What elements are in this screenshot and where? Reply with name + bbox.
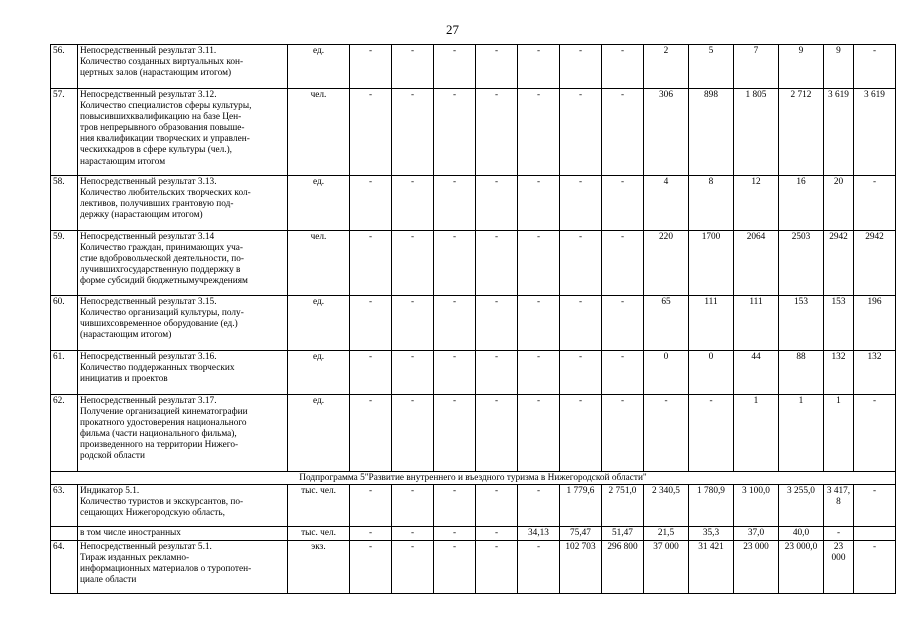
description-line: (нарастающим итогом) (80, 330, 172, 341)
value-cell: 132 (854, 351, 896, 395)
value-cell: - (434, 527, 476, 541)
value-cell: 16 (779, 176, 824, 231)
value-cell: - (434, 89, 476, 176)
row-number (51, 527, 78, 541)
description-line: нарастающим итогом (80, 156, 166, 167)
value-cell: 4 (644, 176, 689, 231)
description-line: Количество граждан, принимающих уча- (80, 243, 243, 254)
value-cell: 37,0 (734, 527, 779, 541)
description-line: Получение организацией кинематографии (80, 407, 248, 418)
description-line: стие вдобровольческой деятельности, по- (80, 254, 244, 265)
value-cell: - (602, 395, 644, 472)
value-cell: - (350, 541, 392, 594)
value-cell: - (560, 395, 602, 472)
description-line: фильма (части национального фильма), (80, 429, 237, 440)
value-cell: 2 712 (779, 89, 824, 176)
description-line: Тираж изданных рекламно- (80, 553, 190, 564)
value-cell: - (518, 541, 560, 594)
description-line: держку (нарастающим итогом) (80, 210, 203, 221)
description-line: Непосредственный результат 3.15. (80, 297, 217, 307)
value-cell: - (518, 296, 560, 351)
description-line: лучившихгосударственную поддержку в (80, 265, 241, 276)
value-cell: 3 255,0 (779, 485, 824, 527)
indicator-description (78, 45, 288, 89)
indicator-description (78, 351, 288, 395)
value-cell: - (392, 527, 434, 541)
value-cell: 1 (734, 395, 779, 472)
value-cell: 2942 (854, 231, 896, 296)
description-line: Непосредственный результат 3.13. (80, 177, 217, 187)
value-cell: 111 (734, 296, 779, 351)
value-cell: - (434, 351, 476, 395)
value-cell: - (434, 231, 476, 296)
page-number: 27 (446, 22, 459, 37)
row-number: 63. (51, 485, 78, 527)
unit-cell: чел. (288, 89, 350, 176)
unit-cell: чел. (288, 231, 350, 296)
value-cell: 0 (689, 351, 734, 395)
value-cell: - (476, 89, 518, 176)
value-cell: - (518, 176, 560, 231)
value-cell: - (350, 527, 392, 541)
description-line: Непосредственный результат 3.17. (80, 396, 217, 406)
indicator-description (78, 485, 288, 527)
value-cell: - (854, 45, 896, 89)
indicator-description (78, 527, 288, 541)
table-row (51, 89, 896, 176)
value-cell: - (350, 231, 392, 296)
value-cell: - (602, 296, 644, 351)
value-line: 3 417, (826, 486, 851, 497)
value-cell: 75,47 (560, 527, 602, 541)
value-cell: - (434, 45, 476, 89)
indicator-description (78, 176, 288, 231)
table-row (51, 395, 896, 472)
row-number: 60. (51, 296, 78, 351)
value-cell: - (560, 296, 602, 351)
description-line: форме субсидий бюджетнымучреждениям (80, 276, 248, 287)
description-line: цертных залов (нарастающим итогом) (80, 68, 232, 79)
value-cell: 35,3 (689, 527, 734, 541)
value-cell: 44 (734, 351, 779, 395)
value-cell: - (434, 395, 476, 472)
value-cell: 196 (854, 296, 896, 351)
value-cell: - (644, 395, 689, 472)
value-cell: 9 (779, 45, 824, 89)
unit-cell: ед. (288, 296, 350, 351)
table-row (51, 296, 896, 351)
row-number: 56. (51, 45, 78, 89)
description-line: Количество туристов и экскурсантов, по- (80, 497, 244, 508)
description-line: циале области (80, 575, 137, 586)
value-cell: 23 000 (824, 541, 854, 594)
value-cell: - (350, 351, 392, 395)
description-line: Индикатор 5.1. (80, 486, 140, 497)
value-cell: - (476, 485, 518, 527)
value-cell: - (434, 296, 476, 351)
value-cell: 296 800 (602, 541, 644, 594)
description-line: лективов, получивших грантовую под- (80, 199, 234, 210)
indicator-description (78, 89, 288, 176)
value-cell: 2064 (734, 231, 779, 296)
row-number: 64. (51, 541, 78, 594)
value-cell: - (689, 395, 734, 472)
description-line: родской области (80, 451, 145, 462)
table-row (51, 45, 896, 89)
unit-cell: экз. (288, 541, 350, 594)
value-cell: 12 (734, 176, 779, 231)
value-cell: 34,13 (518, 527, 560, 541)
table-row (51, 231, 896, 296)
value-cell: - (518, 89, 560, 176)
value-cell: 21,5 (644, 527, 689, 541)
description-line: чившихсовременное оборудование (ед.) (80, 319, 238, 330)
row-number: 57. (51, 89, 78, 176)
value-cell: - (602, 351, 644, 395)
value-cell: 153 (824, 296, 854, 351)
value-cell: 153 (779, 296, 824, 351)
value-cell: 1 779,6 (560, 485, 602, 527)
table-row (51, 527, 896, 541)
value-cell: 65 (644, 296, 689, 351)
description-line: инициатив и проектов (80, 374, 168, 385)
value-cell: - (476, 541, 518, 594)
row-number: 59. (51, 231, 78, 296)
value-cell: - (392, 231, 434, 296)
unit-cell: ед. (288, 45, 350, 89)
value-cell: 306 (644, 89, 689, 176)
indicator-description (78, 395, 288, 472)
value-cell: 23 000 (734, 541, 779, 594)
description-line: в том числе иностранных (80, 528, 181, 539)
value-cell: 1 (779, 395, 824, 472)
value-cell: - (350, 485, 392, 527)
table-row (51, 351, 896, 395)
value-cell: 5 (689, 45, 734, 89)
value-cell: 1 805 (734, 89, 779, 176)
description-line: Количество специалистов сферы культуры, (80, 101, 252, 112)
description-line: Непосредственный результат 3.11. (80, 46, 217, 56)
description-line: сещающих Нижегородскую область, (80, 508, 225, 519)
value-cell: - (392, 176, 434, 231)
value-cell: 40,0 (779, 527, 824, 541)
value-cell: - (518, 351, 560, 395)
value-cell: 2 (644, 45, 689, 89)
value-cell: - (854, 176, 896, 231)
value-cell: - (560, 89, 602, 176)
value-cell: - (350, 176, 392, 231)
value-cell: 3 100,0 (734, 485, 779, 527)
value-cell: - (518, 485, 560, 527)
description-line: Непосредственный результат 3.16. (80, 352, 217, 362)
value-cell: 7 (734, 45, 779, 89)
description-line: Количество организаций культуры, полу- (80, 308, 244, 319)
description-line: Количество поддержанных творческих (80, 363, 235, 374)
value-cell: - (392, 45, 434, 89)
value-cell: 88 (779, 351, 824, 395)
value-cell: - (602, 231, 644, 296)
value-cell: 2 751,0 (602, 485, 644, 527)
subprogram-row (51, 472, 896, 485)
value-cell: - (392, 485, 434, 527)
value-cell: - (518, 231, 560, 296)
value-cell: 8 (689, 176, 734, 231)
value-cell: - (392, 395, 434, 472)
value-cell: - (476, 176, 518, 231)
table-row (51, 176, 896, 231)
value-cell: - (392, 541, 434, 594)
value-cell: - (350, 395, 392, 472)
value-cell: 37 000 (644, 541, 689, 594)
value-cell: 3 619 (824, 89, 854, 176)
value-cell: - (854, 541, 896, 594)
value-cell: 1 (824, 395, 854, 472)
description-line: Непосредственный результат 3.14 (80, 232, 215, 242)
row-number: 61. (51, 351, 78, 395)
value-cell: - (434, 176, 476, 231)
description-line: ческихкадров в сфере культуры (чел.), (80, 145, 232, 156)
value-cell: - (476, 527, 518, 541)
value-cell: - (518, 395, 560, 472)
indicator-description (78, 296, 288, 351)
value-cell: 2503 (779, 231, 824, 296)
unit-cell: ед. (288, 351, 350, 395)
value-cell: - (602, 89, 644, 176)
value-cell: 132 (824, 351, 854, 395)
subprogram-title: Подпрограмма 5"Развитие внутреннего и въездного туризма в Нижегородской области" (51, 472, 896, 485)
value-cell: 31 421 (689, 541, 734, 594)
value-cell: - (392, 296, 434, 351)
value-cell: - (476, 231, 518, 296)
unit-cell: тыс. чел. (288, 485, 350, 527)
value-cell (854, 527, 896, 541)
value-cell: - (350, 296, 392, 351)
description-line: повысившихквалификацию на базе Цен- (80, 112, 242, 123)
value-cell: - (602, 176, 644, 231)
table-row (51, 541, 896, 594)
value-cell: 9 (824, 45, 854, 89)
value-cell: - (560, 231, 602, 296)
value-cell: 1700 (689, 231, 734, 296)
unit-cell: ед. (288, 395, 350, 472)
value-cell: 23 000,0 (779, 541, 824, 594)
value-cell: 898 (689, 89, 734, 176)
value-cell: - (560, 45, 602, 89)
description-line: ния квалификации творческих и управлен- (80, 134, 250, 145)
value-cell: - (350, 45, 392, 89)
value-line: 8 (836, 497, 841, 508)
indicator-description (78, 541, 288, 594)
value-cell: - (476, 351, 518, 395)
value-cell (824, 485, 854, 527)
value-cell: - (824, 527, 854, 541)
value-cell: - (854, 395, 896, 472)
value-cell: - (854, 485, 896, 527)
value-cell: - (476, 395, 518, 472)
description-line: Количество созданных виртуальных кон- (80, 57, 244, 68)
description-line: произведенного на территории Нижего- (80, 440, 239, 451)
value-cell: - (560, 176, 602, 231)
row-number: 58. (51, 176, 78, 231)
value-cell: 111 (689, 296, 734, 351)
value-cell: - (560, 351, 602, 395)
description-line: прокатного удостоверения национального (80, 418, 247, 429)
value-cell: 0 (644, 351, 689, 395)
description-line: Количество любительских творческих кол- (80, 188, 251, 199)
unit-cell: ед. (288, 176, 350, 231)
value-cell: 3 619 (854, 89, 896, 176)
value-cell: 20 (824, 176, 854, 231)
value-cell: - (602, 45, 644, 89)
value-cell: 102 703 (560, 541, 602, 594)
indicators-table (50, 44, 896, 594)
value-cell: - (392, 89, 434, 176)
description-line: Непосредственный результат 3.12. (80, 90, 217, 100)
description-line: тров непрерывного образования повыше- (80, 123, 245, 134)
row-number: 62. (51, 395, 78, 472)
value-cell: 220 (644, 231, 689, 296)
value-cell: 2942 (824, 231, 854, 296)
value-cell: - (434, 541, 476, 594)
value-cell: - (476, 45, 518, 89)
value-cell: - (518, 45, 560, 89)
table-row (51, 485, 896, 527)
value-cell: 1 780,9 (689, 485, 734, 527)
value-cell: 2 340,5 (644, 485, 689, 527)
value-cell: - (476, 296, 518, 351)
unit-cell: тыс. чел. (288, 527, 350, 541)
value-cell: - (350, 89, 392, 176)
indicator-description (78, 231, 288, 296)
description-line: Непосредственный результат 5.1. (80, 542, 212, 553)
value-cell: 51,47 (602, 527, 644, 541)
value-cell: - (392, 351, 434, 395)
value-cell: - (434, 485, 476, 527)
description-line: информационных материалов о туропотен- (80, 564, 252, 575)
